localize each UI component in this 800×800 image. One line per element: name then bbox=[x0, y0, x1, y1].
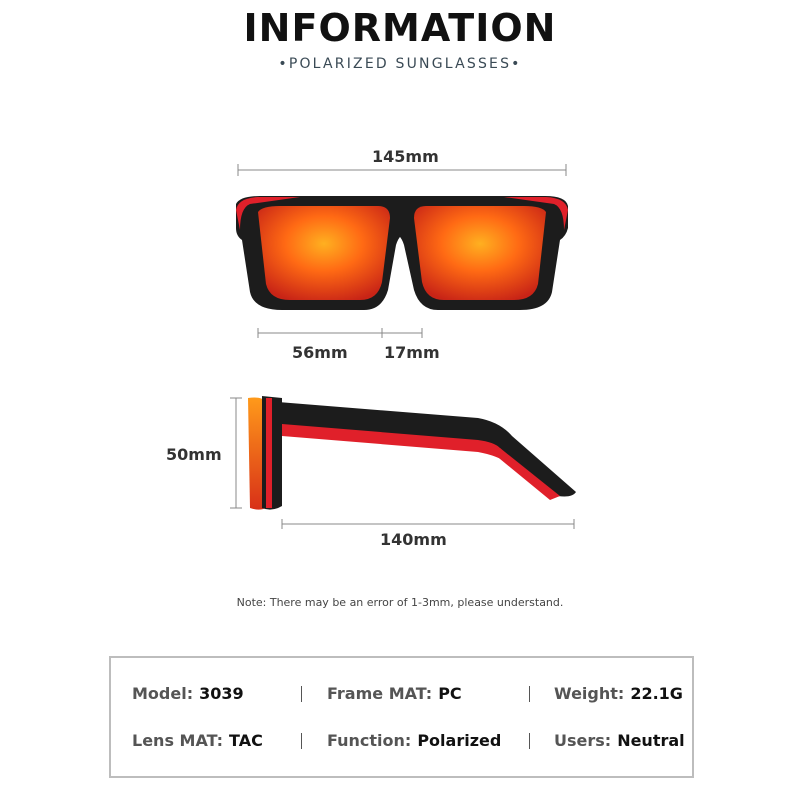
spec-weight-value: 22.1G bbox=[630, 684, 683, 703]
sunglasses-side-illustration bbox=[248, 396, 576, 510]
spec-function bbox=[327, 731, 501, 750]
spec-frame bbox=[327, 684, 462, 703]
spec-divider bbox=[301, 733, 302, 749]
measurement-note: Note: There may be an error of 1-3mm, please understand. bbox=[236, 596, 564, 609]
spec-model bbox=[132, 684, 244, 703]
spec-lens bbox=[132, 731, 263, 750]
spec-model-value: 3039 bbox=[199, 684, 244, 703]
lens-bridge-dimension-line bbox=[258, 328, 422, 338]
spec-function-label: Function: bbox=[327, 731, 412, 750]
spec-users-value: Neutral bbox=[617, 731, 685, 750]
spec-table bbox=[109, 656, 694, 778]
spec-lens-label: Lens MAT: bbox=[132, 731, 224, 750]
spec-function-value: Polarized bbox=[417, 731, 502, 750]
spec-users bbox=[554, 731, 685, 750]
spec-divider bbox=[529, 733, 530, 749]
page-title: INFORMATION bbox=[243, 6, 557, 50]
spec-weight bbox=[554, 684, 683, 703]
spec-lens-value: TAC bbox=[229, 731, 263, 750]
spec-model-label: Model: bbox=[132, 684, 194, 703]
total-width-label: 145mm bbox=[372, 147, 439, 166]
page-subtitle: •POLARIZED SUNGLASSES• bbox=[278, 56, 522, 72]
spec-divider bbox=[529, 686, 530, 702]
bridge-width-label: 17mm bbox=[384, 343, 440, 362]
lens-width-label: 56mm bbox=[292, 343, 348, 362]
spec-users-label: Users: bbox=[554, 731, 612, 750]
sunglasses-front-illustration bbox=[236, 196, 568, 310]
height-label: 50mm bbox=[166, 445, 222, 464]
spec-frame-label: Frame MAT: bbox=[327, 684, 433, 703]
temple-length-dimension-line bbox=[282, 519, 574, 529]
temple-length-label: 140mm bbox=[380, 530, 447, 549]
spec-divider bbox=[301, 686, 302, 702]
spec-weight-label: Weight: bbox=[554, 684, 625, 703]
height-dimension-line bbox=[230, 398, 242, 508]
spec-frame-value: PC bbox=[438, 684, 462, 703]
